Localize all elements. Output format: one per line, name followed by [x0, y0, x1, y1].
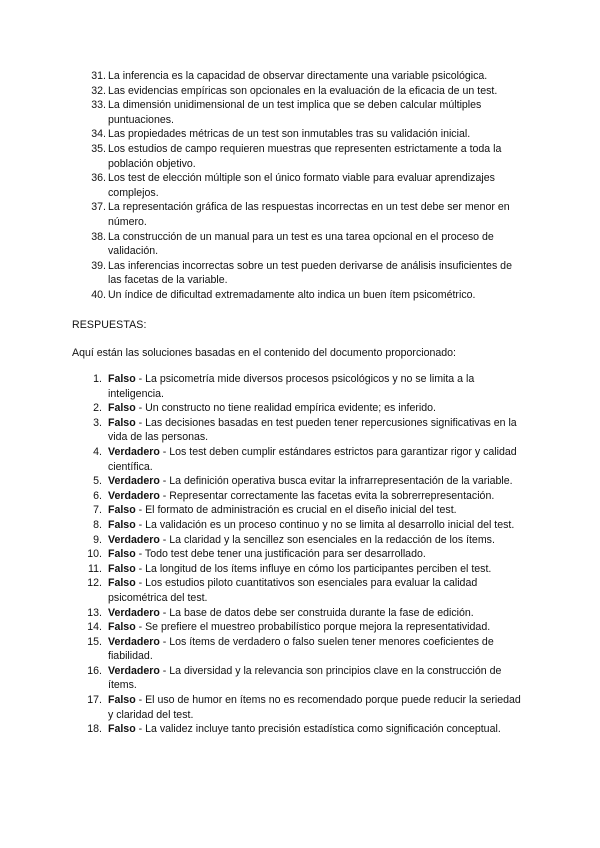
question-item: 39. Las inferencias incorrectas sobre un test pueden derivarse de análisis insuficientes de las facetas de la variable.	[91, 259, 512, 287]
answer-text: - La definición operativa busca evitar la infrarrepresentación de la variable.	[159, 475, 513, 488]
answer-item: 3. Falso - Las decisiones basadas en test pueden tener repercusiones significativas en la vida de las personas.	[93, 416, 517, 444]
answer-item: 6. Verdadero - Representar correctamente las facetas evita la sobrerrepresentación.	[93, 489, 495, 502]
question-item: 32. Las evidencias empíricas son opcionales en la evaluación de la eficacia de un test.	[91, 84, 498, 97]
answer-text: - Los estudios piloto cuantitativos son esenciales para evaluar la calidad psicométrica del test.	[108, 577, 478, 604]
answer-text: - La validez incluye tanto precisión estadística como significación conceptual.	[135, 723, 501, 736]
answer-verdict: Falso	[108, 577, 136, 590]
question-item: 35. Los estudios de campo requieren muestras que representen estrictamente a toda la población objetivo.	[91, 142, 502, 170]
answer-item: 12. Falso - Los estudios piloto cuantitativos son esenciales para evaluar la calidad psicométrica del test.	[87, 577, 478, 604]
answer-verdict: Falso	[108, 548, 136, 561]
answer-text: - La base de datos debe ser construida durante la fase de edición.	[159, 606, 474, 619]
answer-text: - Los test deben cumplir estándares estrictos para garantizar rigor y calidad científica.	[108, 445, 517, 473]
question-item: 34. Las propiedades métricas de un test son inmutables tras su validación inicial.	[91, 128, 471, 141]
answer-item: 1. Falso - La psicometría mide diversos procesos psicológicos y no se limita a la inteligencia.	[93, 373, 475, 400]
answer-verdict: Falso	[108, 504, 136, 517]
question-item: 31. La inferencia es la capacidad de observar directamente una variable psicológica.	[91, 70, 488, 82]
answers-heading: RESPUESTAS:	[72, 319, 147, 331]
question-text: Un índice de dificultad extremadamente alto indica un buen ítem psicométrico.	[108, 288, 476, 301]
answer-item: 16. Verdadero - La diversidad y la relevancia son principios clave en la construcción de ítems.	[87, 664, 502, 692]
question-item: 33. La dimensión unidimensional de un test implica que se deben calcular múltiples puntuaciones.	[91, 99, 482, 126]
answer-text: - El formato de administración es crucial en el diseño inicial del test.	[135, 504, 457, 517]
answer-item: 13. Verdadero - La base de datos debe ser construida durante la fase de edición.	[87, 606, 474, 619]
question-text: Los test de elección múltiple son el único formato viable para evaluar aprendizajes complejos.	[108, 172, 495, 199]
question-text: La construcción de un manual para un test es una tarea opcional en el proceso de validación.	[108, 230, 494, 258]
answer-item: 14. Falso - Se prefiere el muestreo probabilístico porque mejora la representatividad.	[87, 621, 491, 634]
answer-verdict: Verdadero	[108, 664, 160, 677]
question-item: 38. La construcción de un manual para un test es una tarea opcional en el proceso de validación.	[91, 230, 494, 258]
answer-item: 18. Falso - La validez incluye tanto precisión estadística como significación conceptual.	[87, 723, 501, 736]
answer-text: - Representar correctamente las facetas evita la sobrerrepresentación.	[159, 489, 495, 502]
question-item: 40. Un índice de dificultad extremadamente alto indica un buen ítem psicométrico.	[91, 288, 476, 301]
answer-text: - La validación es un proceso continuo y no se limita al desarrollo inicial del test.	[135, 518, 515, 531]
answer-text: - La longitud de los ítems influye en cómo los participantes perciben el test.	[135, 562, 492, 575]
answer-text: - La psicometría mide diversos procesos psicológicos y no se limita a la inteligencia.	[108, 373, 475, 400]
answer-verdict: Verdadero	[108, 533, 160, 546]
answer-item: 7. Falso - El formato de administración es crucial en el diseño inicial del test.	[93, 504, 457, 517]
question-list	[84, 69, 524, 303]
question-text: La representación gráfica de las respuestas incorrectas en un test debe ser menor en número.	[108, 201, 510, 228]
answer-list	[80, 372, 526, 737]
answer-text: - La claridad y la sencillez son esenciales en la redacción de los ítems.	[159, 533, 495, 546]
answer-item: 17. Falso - El uso de humor en ítems no es recomendado porque puede reducir la seriedad y claridad del test.	[87, 694, 521, 721]
question-text: La dimensión unidimensional de un test implica que se deben calcular múltiples puntuaciones.	[108, 99, 482, 126]
question-text: Las inferencias incorrectas sobre un test pueden derivarse de análisis insuficientes de las facetas de la variable.	[108, 259, 512, 287]
question-item: 37. La representación gráfica de las respuestas incorrectas en un test debe ser menor en número.	[91, 201, 510, 228]
answer-item: 11. Falso - La longitud de los ítems influye en cómo los participantes perciben el test.	[88, 562, 492, 575]
answer-text: - Un constructo no tiene realidad empírica evidente; es inferido.	[135, 402, 436, 415]
answer-item: 4. Verdadero - Los test deben cumplir estándares estrictos para garantizar rigor y calidad científica.	[93, 445, 517, 473]
answer-item: 15. Verdadero - Los ítems de verdadero o falso suelen tener menores coeficientes de fiabilidad.	[87, 635, 494, 663]
question-text: La inferencia es la capacidad de observar directamente una variable psicológica.	[108, 70, 488, 82]
answer-verdict: Verdadero	[108, 489, 160, 502]
answer-item: 10. Falso - Todo test debe tener una justificación para ser desarrollado.	[87, 548, 426, 561]
answers-intro: Aquí están las soluciones basadas en el contenido del documento proporcionado:	[72, 347, 456, 359]
question-item: 36. Los test de elección múltiple son el único formato viable para evaluar aprendizajes complejos.	[91, 172, 495, 199]
answer-item: 2. Falso - Un constructo no tiene realidad empírica evidente; es inferido.	[93, 402, 436, 415]
answer-item: 9. Verdadero - La claridad y la sencillez son esenciales en la redacción de los ítems.	[93, 533, 495, 546]
answer-verdict: Verdadero	[108, 445, 160, 458]
answer-text: - El uso de humor en ítems no es recomendado porque puede reducir la seriedad y claridad del test.	[108, 694, 521, 721]
answer-text: - Todo test debe tener una justificación para ser desarrollado.	[135, 548, 426, 561]
answer-text: - La diversidad y la relevancia son principios clave en la construcción de ítems.	[108, 664, 502, 692]
answer-item: 8. Falso - La validación es un proceso continuo y no se limita al desarrollo inicial del test.	[93, 518, 515, 531]
answer-verdict: Falso	[108, 402, 136, 415]
question-text: Los estudios de campo requieren muestras que representen estrictamente a toda la población objetivo.	[108, 142, 502, 170]
question-text: Las evidencias empíricas son opcionales en la evaluación de la eficacia de un test.	[108, 84, 498, 97]
answer-verdict: Falso	[108, 621, 136, 634]
answer-verdict: Falso	[108, 694, 136, 707]
answer-text: - Las decisiones basadas en test pueden tener repercusiones significativas en la vida de las personas.	[108, 416, 517, 444]
question-text: Las propiedades métricas de un test son inmutables tras su validación inicial.	[108, 128, 471, 141]
answer-text: - Los ítems de verdadero o falso suelen tener menores coeficientes de fiabilidad.	[108, 635, 494, 663]
answer-verdict: Falso	[108, 723, 136, 736]
answer-verdict: Verdadero	[108, 606, 160, 619]
answer-verdict: Falso	[108, 518, 136, 531]
answer-verdict: Falso	[108, 416, 136, 429]
answer-verdict: Falso	[108, 373, 136, 385]
answer-verdict: Verdadero	[108, 635, 160, 648]
answer-item: 5. Verdadero - La definición operativa busca evitar la infrarrepresentación de la variable.	[93, 475, 513, 488]
answer-text: - Se prefiere el muestreo probabilístico porque mejora la representatividad.	[135, 621, 491, 634]
answer-verdict: Falso	[108, 562, 136, 575]
answer-verdict: Verdadero	[108, 475, 160, 488]
